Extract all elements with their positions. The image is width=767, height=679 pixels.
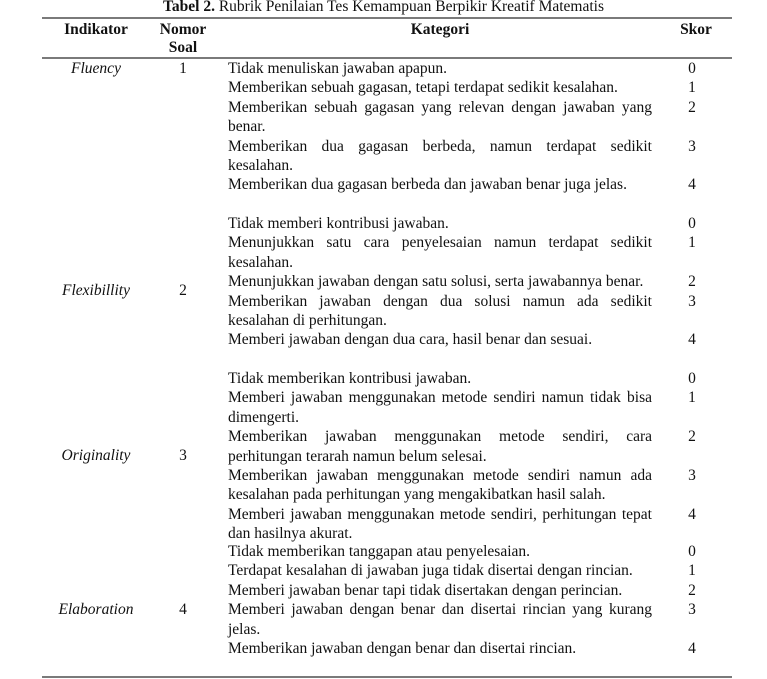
table-row (228, 137, 732, 176)
kategori-cell: Memberi jawaban dengan dua cara, hasil benar dan sesuai. (228, 331, 593, 349)
skor-cell: 2 (688, 581, 696, 599)
kategori-cell: Menunjukkan satu cara penyelesaian namun terdapat sedikit kesalahan. (228, 234, 652, 271)
indikator-cell: Originality (61, 447, 131, 464)
kategori-cell: Memberikan dua gagasan berbeda dan jawaban benar juga jelas. (228, 176, 627, 194)
kategori-cell: Memberikan sebuah gagasan, tetapi terdapat sedikit kesalahan. (228, 79, 618, 97)
table-row (228, 175, 732, 194)
table-row (228, 505, 732, 544)
indikator-cell: Fluency (71, 60, 121, 77)
kategori-cell: Memberikan jawaban menggunakan metode sendiri namun ada kesalahan pada perhitungan yang mengakibatkan hasil salah. (228, 467, 652, 504)
header-skor: Skor (680, 21, 712, 38)
table-row (228, 466, 732, 505)
table-row (228, 330, 732, 349)
skor-cell: 0 (688, 370, 696, 387)
kategori-cell: Tidak memberikan kontribusi jawaban. (228, 370, 472, 387)
skor-cell: 4 (688, 331, 696, 349)
header-nomor-soal (150, 21, 216, 57)
skor-cell: 3 (688, 137, 696, 155)
skor-cell: 4 (688, 640, 696, 658)
table-row (228, 600, 732, 639)
table-row (228, 427, 732, 466)
kategori-cell: Tidak menuliskan jawaban apapun. (228, 60, 447, 77)
skor-cell: 4 (688, 505, 696, 523)
table-caption-text: Rubrik Penilaian Tes Kemampuan Berpikir Kreatif Matematis (214, 0, 605, 15)
skor-cell: 2 (688, 98, 696, 116)
header-indikator: Indikator (64, 21, 128, 38)
skor-cell: 1 (688, 234, 696, 252)
skor-cell: 2 (688, 428, 696, 446)
kategori-cell: Memberikan jawaban menggunakan metode sendiri, cara perhitungan terarah namun belum selesai. (228, 428, 652, 465)
skor-cell: 3 (688, 467, 696, 485)
kategori-cell: Memberi jawaban menggunakan metode sendiri, perhitungan tepat dan hasilnya akurat. (228, 505, 652, 543)
table-row (228, 272, 732, 291)
skor-cell: 2 (688, 273, 696, 291)
kategori-cell: Memberi jawaban dengan benar dan disertai rincian yang kurang jelas. (228, 601, 652, 638)
indikator-cell: Elaboration (58, 601, 134, 618)
table-row (228, 292, 732, 331)
indikator-cell: Flexibillity (61, 282, 130, 299)
table-row (228, 214, 732, 233)
table-row (228, 639, 732, 658)
table-row (228, 59, 732, 78)
skor-cell: 3 (688, 601, 696, 619)
nomor-soal-cell: 2 (179, 282, 187, 299)
skor-cell: 0 (688, 543, 696, 560)
header-kategori: Kategori (410, 21, 470, 38)
skor-cell: 1 (688, 389, 696, 407)
skor-cell: 3 (688, 292, 696, 310)
table-row (228, 542, 732, 561)
kategori-cell: Memberikan jawaban dengan dua solusi namun ada sedikit kesalahan di perhitungan. (228, 292, 652, 330)
skor-cell: 1 (688, 562, 696, 580)
header-nomor-line1: Nomor (159, 21, 207, 38)
table-row (228, 78, 732, 97)
table-row (228, 98, 732, 137)
kategori-cell: Memberi jawaban menggunakan metode sendiri namun tidak bisa dimengerti. (228, 389, 652, 426)
table-row (228, 388, 732, 427)
kategori-cell: Memberikan sebuah gagasan yang relevan dengan jawaban yang benar. (228, 98, 652, 136)
table-caption-label: Tabel 2. (162, 0, 215, 15)
kategori-cell: Terdapat kesalahan di jawaban juga tidak disertai dengan rincian. (228, 562, 633, 580)
table-row (228, 369, 732, 388)
skor-cell: 4 (688, 176, 696, 194)
skor-cell: 0 (688, 60, 696, 77)
nomor-soal-cell: 4 (179, 601, 187, 618)
skor-cell: 0 (688, 215, 696, 232)
table-caption (0, 0, 767, 16)
kategori-cell: Memberikan dua gagasan berbeda, namun terdapat sedikit kesalahan. (228, 137, 652, 175)
table-row (228, 561, 732, 580)
skor-cell: 1 (688, 79, 696, 97)
nomor-soal-cell: 1 (179, 60, 187, 77)
table-row (228, 581, 732, 600)
kategori-cell: Menunjukkan jawaban dengan satu solusi, serta jawabannya benar. (228, 273, 644, 291)
top-rule (42, 17, 732, 19)
header-nomor-line2: Soal (168, 39, 198, 56)
nomor-soal-cell: 3 (179, 447, 187, 464)
kategori-cell: Memberi jawaban benar tapi tidak disertakan dengan perincian. (228, 581, 623, 599)
table-row (228, 233, 732, 272)
kategori-cell: Memberikan jawaban dengan benar dan disertai rincian. (228, 640, 577, 658)
kategori-cell: Tidak memberikan tanggapan atau penyelesaian. (228, 543, 531, 560)
bottom-rule (42, 676, 732, 678)
kategori-cell: Tidak memberi kontribusi jawaban. (228, 215, 449, 232)
